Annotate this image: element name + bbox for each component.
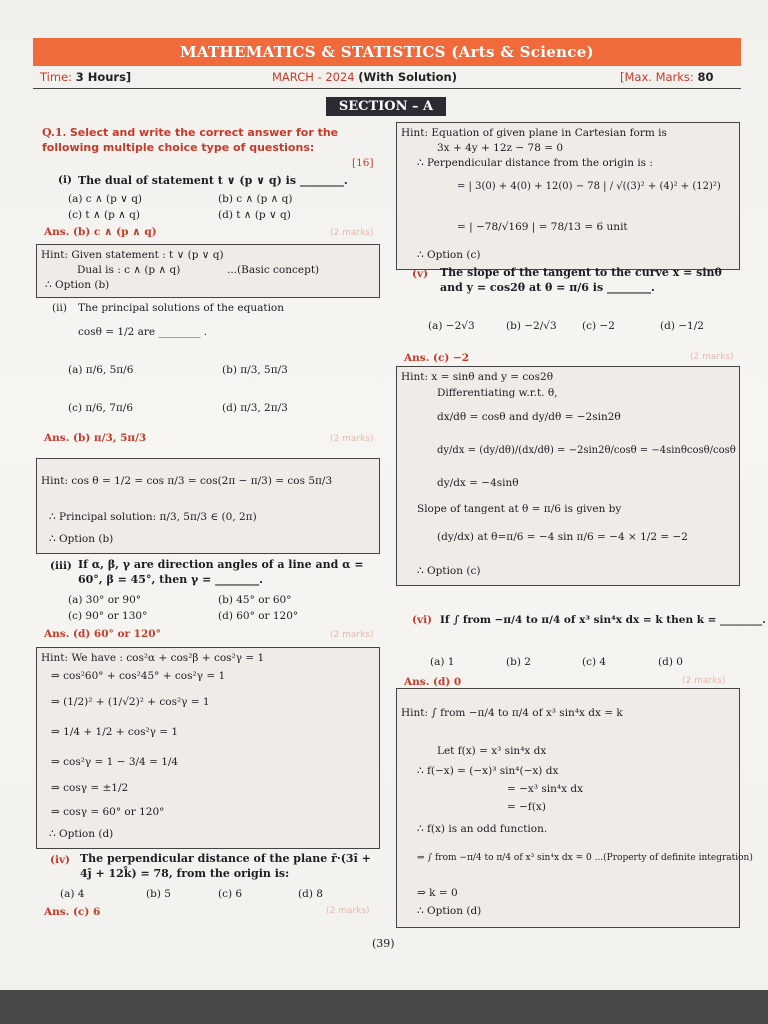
qiv-marks: (2 marks) xyxy=(326,906,370,916)
qi-option-c: (c) t ∧ (p ∧ q) xyxy=(68,209,140,221)
qiv-hint-line-2: 3x + 4y + 12z − 78 = 0 xyxy=(437,142,564,154)
qvi-option-c: (c) 4 xyxy=(582,656,607,668)
qiv-hint-box xyxy=(396,122,740,270)
qv-hint-line-5: dy/dx = −4sinθ xyxy=(437,477,519,489)
qvi-hint-box xyxy=(396,688,753,928)
qiv-option-a: (a) 4 xyxy=(60,888,85,900)
qiv-hint-line-5: = | −78/√169 | = 78/13 = 6 unit xyxy=(457,221,628,233)
qvi-hint-line-3: ∴ f(−x) = (−x)³ sin⁴(−x) dx xyxy=(417,765,559,777)
qii-option-d: (d) π/3, 2π/3 xyxy=(222,402,288,414)
qv-option-c: (c) −2 xyxy=(582,320,615,332)
qvi-hint-line-9: ∴ Option (d) xyxy=(417,905,482,917)
qv-option-b: (b) −2/√3 xyxy=(506,320,557,332)
qi-hint-line-2: Dual is : c ∧ (p ∧ q) xyxy=(77,264,181,276)
qiii-hint-line-6: ⇒ cosγ = ±1/2 xyxy=(51,782,129,794)
qvi-answer: Ans. (d) 0 xyxy=(404,676,462,688)
qii-text: The principal solutions of the equation xyxy=(78,302,285,314)
qi-hint-box xyxy=(36,244,380,298)
qiii-hint-line-2: ⇒ cos²60° + cos²45° + cos²γ = 1 xyxy=(51,670,226,682)
qi-marks: (2 marks) xyxy=(330,228,374,238)
qiii-hint-box xyxy=(36,647,380,849)
qiii-option-d: (d) 60° or 120° xyxy=(218,610,299,622)
qv-text: The slope of the tangent to the curve x = sinθ and y = cos2θ at θ = π/6 is ________. xyxy=(440,266,722,294)
qiv-option-b: (b) 5 xyxy=(146,888,171,900)
qvi-option-b: (b) 2 xyxy=(506,656,531,668)
qiii-text: If α, β, γ are direction angles of a line and α = 60°, β = 45°, then γ = ________. xyxy=(78,558,364,586)
qvi-hint-line-6: ∴ f(x) is an odd function. xyxy=(417,823,548,835)
qiv-hint-line-1: Hint: Equation of given plane in Cartesian form is xyxy=(401,127,667,139)
bottom-shadow xyxy=(0,990,768,1024)
qv-marks: (2 marks) xyxy=(690,352,734,362)
qiii-answer: Ans. (d) 60° or 120° xyxy=(44,628,161,640)
qii-answer: Ans. (b) π/3, 5π/3 xyxy=(44,432,147,444)
qii-option-c: (c) π/6, 7π/6 xyxy=(68,402,134,414)
qv-number: (v) xyxy=(412,268,429,280)
qv-hint-line-7: (dy/dx) at θ=π/6 = −4 sin π/6 = −4 × 1/2 = −2 xyxy=(437,531,688,543)
qvi-text: If ∫ from −π/4 to π/4 of x³ sin⁴x dx = k then k = ________. xyxy=(440,614,766,626)
page-number: (39) xyxy=(372,937,395,950)
qii-number: (ii) xyxy=(52,302,67,314)
qiii-hint-line-1: Hint: We have : cos²α + cos²β + cos²γ = 1 xyxy=(41,652,265,664)
qi-answer: Ans. (b) c ∧ (p ∧ q) xyxy=(44,226,157,238)
exam-date: MARCH - 2024 (With Solution) xyxy=(272,70,457,84)
qiv-hint-line-3: ∴ Perpendicular distance from the origin is : xyxy=(417,157,653,169)
qvi-hint-line-4: = −x³ sin⁴x dx xyxy=(507,783,584,795)
qii-hint-line-1: Hint: cos θ = 1/2 = cos π/3 = cos(2π − π/3) = cos 5π/3 xyxy=(41,475,333,487)
qv-hint-line-4: dy/dx = (dy/dθ)/(dx/dθ) = −2sin2θ/cosθ = −4sinθcosθ/cosθ xyxy=(437,445,736,456)
max-marks: [Max. Marks: 80 xyxy=(620,70,714,84)
qv-answer: Ans. (c) −2 xyxy=(404,352,470,364)
qiv-hint-line-4: = | 3(0) + 4(0) + 12(0) − 78 | / √((3)² + (4)² + (12)²) xyxy=(457,181,721,192)
qii-option-b: (b) π/3, 5π/3 xyxy=(222,364,288,376)
qiv-number: (iv) xyxy=(50,854,71,866)
qi-hint-line-4: ∴ Option (b) xyxy=(45,279,110,291)
qv-option-a: (a) −2√3 xyxy=(428,320,475,332)
qiv-text: The perpendicular distance of the plane r̄·(3î + 4ĵ + 12k̂) = 78, from the origin is: xyxy=(80,852,371,880)
qiii-option-a: (a) 30° or 90° xyxy=(68,594,142,606)
qvi-hint-line-8: ⇒ k = 0 xyxy=(417,887,458,899)
qi-text: The dual of statement t ∨ (p ∨ q) is ________. xyxy=(78,174,348,187)
qv-hint-line-3: dx/dθ = cosθ and dy/dθ = −2sin2θ xyxy=(437,411,621,423)
q1-marks: [16] xyxy=(352,157,374,169)
qvi-hint-line-5: = −f(x) xyxy=(507,801,546,813)
qiv-hint-line-6: ∴ Option (c) xyxy=(417,249,481,261)
qiii-marks: (2 marks) xyxy=(330,630,374,640)
qvi-option-d: (d) 0 xyxy=(658,656,683,668)
qvi-hint-line-1: Hint: ∫ from −π/4 to π/4 of x³ sin⁴x dx = k xyxy=(401,707,623,719)
qiii-hint-line-3: ⇒ (1/2)² + (1/√2)² + cos²γ = 1 xyxy=(51,696,210,708)
qiii-option-c: (c) 90° or 130° xyxy=(68,610,148,622)
qv-hint-line-2: Differentiating w.r.t. θ, xyxy=(437,387,558,399)
qi-option-b: (b) c ∧ (p ∧ q) xyxy=(218,193,293,205)
qii-hint-line-3: ∴ Option (b) xyxy=(49,533,114,545)
qiii-hint-line-8: ∴ Option (d) xyxy=(49,828,114,840)
qiv-option-c: (c) 6 xyxy=(218,888,243,900)
qiii-option-b: (b) 45° or 60° xyxy=(218,594,292,606)
qi-number: (i) xyxy=(58,174,72,186)
time-info: Time: 3 Hours] xyxy=(40,70,132,84)
qiv-answer: Ans. (c) 6 xyxy=(44,906,101,918)
qvi-hint-line-2: Let f(x) = x³ sin⁴x dx xyxy=(437,745,547,757)
qvi-hint-line-7: ⇒ ∫ from −π/4 to π/4 of x³ sin⁴x dx = 0 ...(Property of definite integration) xyxy=(417,853,753,863)
qiv-option-d: (d) 8 xyxy=(298,888,323,900)
qiii-hint-line-7: ⇒ cosγ = 60° or 120° xyxy=(51,806,165,818)
qvi-option-a: (a) 1 xyxy=(430,656,455,668)
subject-banner: MATHEMATICS & STATISTICS (Arts & Science) xyxy=(33,38,741,66)
qvi-number: (vi) xyxy=(412,614,433,626)
qv-option-d: (d) −1/2 xyxy=(660,320,704,332)
qi-option-a: (a) c ∧ (p ∨ q) xyxy=(68,193,143,205)
qii-equation: cosθ = 1/2 are ________ . xyxy=(78,326,208,338)
qv-hint-box xyxy=(396,366,740,586)
qi-hint-line-3: ...(Basic concept) xyxy=(227,264,320,276)
qii-option-a: (a) π/6, 5π/6 xyxy=(68,364,134,376)
qiii-hint-line-4: ⇒ 1/4 + 1/2 + cos²γ = 1 xyxy=(51,726,179,738)
qii-marks: (2 marks) xyxy=(330,434,374,444)
qii-hint-line-2: ∴ Principal solution: π/3, 5π/3 ∈ (0, 2π) xyxy=(49,511,257,523)
section-title: SECTION – A xyxy=(326,97,446,116)
qvi-marks: (2 marks) xyxy=(682,676,726,686)
qiii-hint-line-5: ⇒ cos²γ = 1 − 3/4 = 1/4 xyxy=(51,756,179,768)
header-rule xyxy=(33,88,741,89)
qv-hint-line-8: ∴ Option (c) xyxy=(417,565,481,577)
qv-hint-line-6: Slope of tangent at θ = π/6 is given by xyxy=(417,503,622,515)
qv-hint-line-1: Hint: x = sinθ and y = cos2θ xyxy=(401,371,554,383)
qi-hint-line-1: Hint: Given statement : t ∨ (p ∨ q) xyxy=(41,249,224,261)
q1-heading: Q.1. Select and write the correct answer for the following multiple choice type of questions: xyxy=(42,126,339,154)
qii-hint-box xyxy=(36,458,380,554)
qiii-number: (iii) xyxy=(50,560,72,572)
qi-option-d: (d) t ∧ (p ∨ q) xyxy=(218,209,291,221)
